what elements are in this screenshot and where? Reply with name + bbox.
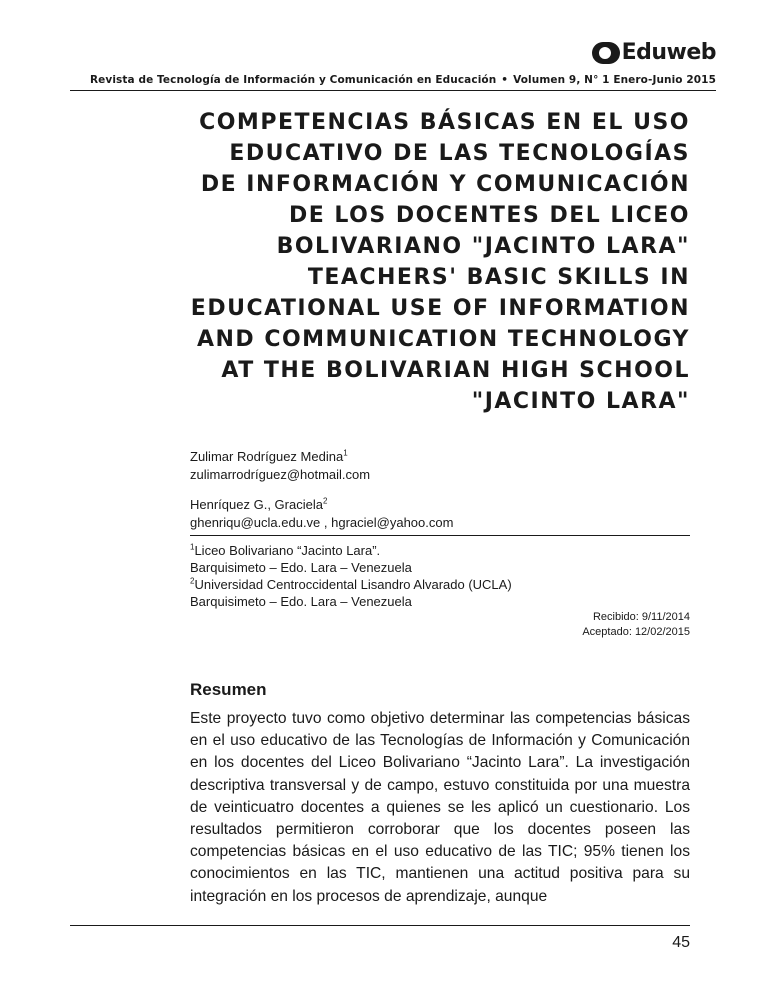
affiliation-line: Barquisimeto – Edo. Lara – Venezuela: [190, 560, 412, 575]
title-line: DE INFORMACIÓN Y COMUNICACIÓN: [200, 172, 690, 197]
affiliation-superscript: 1: [190, 542, 195, 552]
affiliation-line: $^2$Universidad Centroccidental Lisandro Alvarado (UCLA): [190, 576, 512, 592]
title-line: COMPETENCIAS BÁSICAS EN EL USO: [199, 110, 690, 135]
title-line: DE LOS DOCENTES DEL LICEO: [288, 203, 690, 228]
author-superscript: 1: [343, 448, 348, 458]
received-date: Recibido: 9/11/2014: [592, 611, 690, 623]
eduweb-logo-icon: [592, 42, 620, 64]
affiliation-block: [190, 542, 512, 610]
page-number: 45: [672, 934, 690, 951]
journal-name: Revista de Tecnología de Información y Comunicación en Educación: [90, 74, 497, 86]
journal-header: [70, 74, 716, 86]
title-line: AND COMMUNICATION TECHNOLOGY: [196, 327, 690, 352]
abstract-text: Este proyecto tuvo como objetivo determinar las competencias básicas en el uso educativo de las Tecnologías de Información y Comunicación en los docentes del Liceo Bolivariano “Jacinto Lara”. La investigación descriptiva transversal y de campo, estuvo constituida por una muestra de veinticuatro docentes a quienes se les aplicó un cuestionario. Los resultados permitieron corroborar que los docentes poseen las competencias básicas en el uso educativo de las TIC; 95% tienen los conocimientos en las TIC, mantienen una actitud positiva para su integración en los procesos de aprendizaje, aunque: [190, 710, 690, 905]
title-line: TEACHERS' BASIC SKILLS IN: [307, 265, 690, 290]
spanish-title: [170, 107, 690, 262]
title-line: BOLIVARIANO "JACINTO LARA": [276, 234, 690, 259]
author-name: Henríquez G., Graciela$^2$: [190, 496, 328, 512]
author-superscript: 2: [322, 496, 328, 506]
title-line: AT THE BOLIVARIAN HIGH SCHOOL: [221, 358, 690, 383]
logo-text: Eduweb: [621, 40, 716, 65]
abstract-heading: Resumen: [190, 680, 267, 699]
title-line: "JACINTO LARA": [471, 389, 690, 414]
journal-separator: •: [501, 74, 509, 86]
header-rule: [70, 90, 716, 91]
author-email[interactable]: zulimarrodríguez@hotmail.com: [190, 467, 371, 482]
title-line: EDUCATIVO DE LAS TECNOLOGÍAS: [229, 141, 690, 166]
affiliation-rule: [190, 535, 690, 536]
affiliation-line: Barquisimeto – Edo. Lara – Venezuela: [190, 594, 412, 609]
english-title: [170, 262, 690, 417]
accepted-date: Aceptado: 12/02/2015: [582, 626, 690, 638]
author-email[interactable]: ghenriqu@ucla.edu.ve , hgraciel@yahoo.com: [190, 515, 454, 530]
title-line: EDUCATIONAL USE OF INFORMATION: [190, 296, 690, 321]
affiliation-line: $^1$Liceo Bolivariano “Jacinto Lara”.: [190, 542, 381, 558]
journal-issue: Volumen 9, N° 1 Enero-Junio 2015: [513, 74, 716, 86]
footer-rule: [70, 925, 690, 926]
affiliation-superscript: 2: [190, 576, 195, 586]
journal-logo: [592, 40, 716, 65]
author-name: Zulimar Rodríguez Medina$^1$: [190, 448, 348, 464]
submission-dates: [582, 610, 690, 640]
author-block: [190, 448, 453, 532]
